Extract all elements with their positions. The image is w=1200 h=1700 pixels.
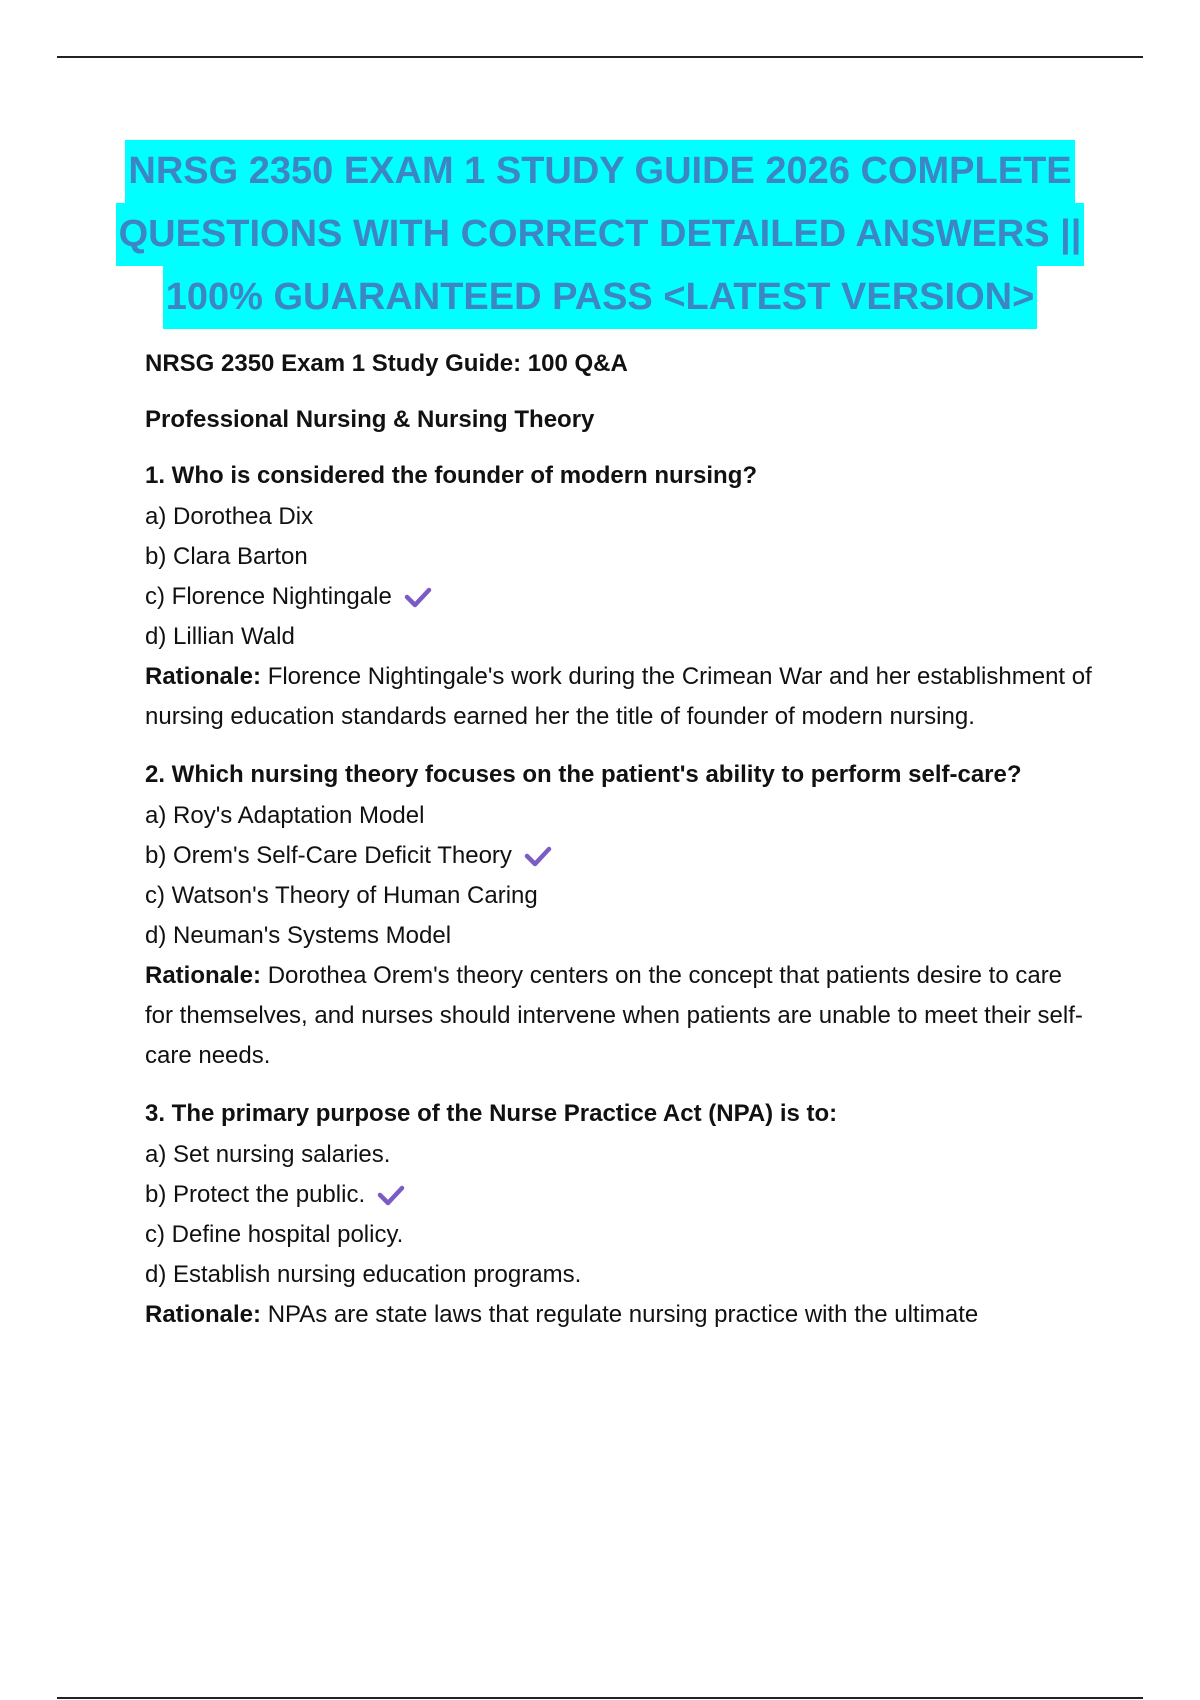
document-subtitle: NRSG 2350 Exam 1 Study Guide: 100 Q&A bbox=[145, 350, 628, 377]
title-line: QUESTIONS WITH CORRECT DETAILED ANSWERS || bbox=[116, 203, 1085, 266]
answer-option bbox=[145, 1215, 1105, 1255]
rationale-text: Florence Nightingale's work during the Crimean War and her establishment of nursing education standards earned her the title of founder of modern nursing. bbox=[145, 663, 1092, 730]
question-text: 1. Who is considered the founder of modern nursing? bbox=[145, 462, 758, 489]
checkmark-icon bbox=[524, 845, 552, 867]
answer-option bbox=[145, 796, 1105, 836]
answer-option bbox=[145, 916, 1105, 956]
option-label: c) Define hospital policy. bbox=[145, 1221, 404, 1248]
answer-option bbox=[145, 876, 1105, 916]
answer-option bbox=[145, 1255, 1105, 1295]
option-label: a) Set nursing salaries. bbox=[145, 1141, 391, 1168]
option-label: b) Orem's Self-Care Deficit Theory bbox=[145, 842, 512, 869]
rationale bbox=[145, 657, 1095, 737]
answer-option bbox=[145, 617, 1105, 657]
checkmark-icon bbox=[404, 586, 432, 608]
answer-option bbox=[145, 497, 1105, 537]
question-block bbox=[145, 759, 1105, 1076]
rationale-text: Dorothea Orem's theory centers on the concept that patients desire to care for themselves, and nurses should intervene when patients are unable to meet their self-care needs. bbox=[145, 962, 1083, 1069]
rationale-label: Rationale: bbox=[145, 962, 262, 989]
document-body bbox=[145, 348, 1105, 1357]
answer-option-correct bbox=[145, 577, 1105, 617]
option-label: d) Establish nursing education programs. bbox=[145, 1261, 582, 1288]
rationale-label: Rationale: bbox=[145, 1301, 262, 1328]
option-label: c) Watson's Theory of Human Caring bbox=[145, 882, 538, 909]
rationale bbox=[145, 956, 1095, 1076]
option-label: d) Lillian Wald bbox=[145, 623, 295, 650]
section-heading: Professional Nursing & Nursing Theory bbox=[145, 406, 595, 433]
question-text: 2. Which nursing theory focuses on the patient's ability to perform self-care? bbox=[145, 761, 1022, 788]
header-rule bbox=[57, 56, 1143, 58]
option-label: c) Florence Nightingale bbox=[145, 583, 392, 610]
answer-option-correct bbox=[145, 1175, 1105, 1215]
option-label: d) Neuman's Systems Model bbox=[145, 922, 452, 949]
rationale-text: NPAs are state laws that regulate nursing practice with the ultimate bbox=[267, 1301, 979, 1328]
question-block bbox=[145, 460, 1105, 737]
question-text: 3. The primary purpose of the Nurse Practice Act (NPA) is to: bbox=[145, 1100, 838, 1127]
answer-option-correct bbox=[145, 836, 1105, 876]
title-line: 100% GUARANTEED PASS <LATEST VERSION> bbox=[163, 266, 1038, 329]
answer-option bbox=[145, 537, 1105, 577]
rationale bbox=[145, 1295, 1095, 1335]
document-title bbox=[100, 140, 1100, 329]
option-label: a) Roy's Adaptation Model bbox=[145, 802, 425, 829]
option-label: b) Clara Barton bbox=[145, 543, 308, 570]
title-line: NRSG 2350 EXAM 1 STUDY GUIDE 2026 COMPLETE bbox=[125, 140, 1074, 203]
answer-option bbox=[145, 1135, 1105, 1175]
question-block bbox=[145, 1098, 1105, 1335]
footer-rule bbox=[57, 1697, 1143, 1699]
option-label: b) Protect the public. bbox=[145, 1181, 366, 1208]
rationale-label: Rationale: bbox=[145, 663, 262, 690]
option-label: a) Dorothea Dix bbox=[145, 503, 314, 530]
checkmark-icon bbox=[377, 1184, 405, 1206]
